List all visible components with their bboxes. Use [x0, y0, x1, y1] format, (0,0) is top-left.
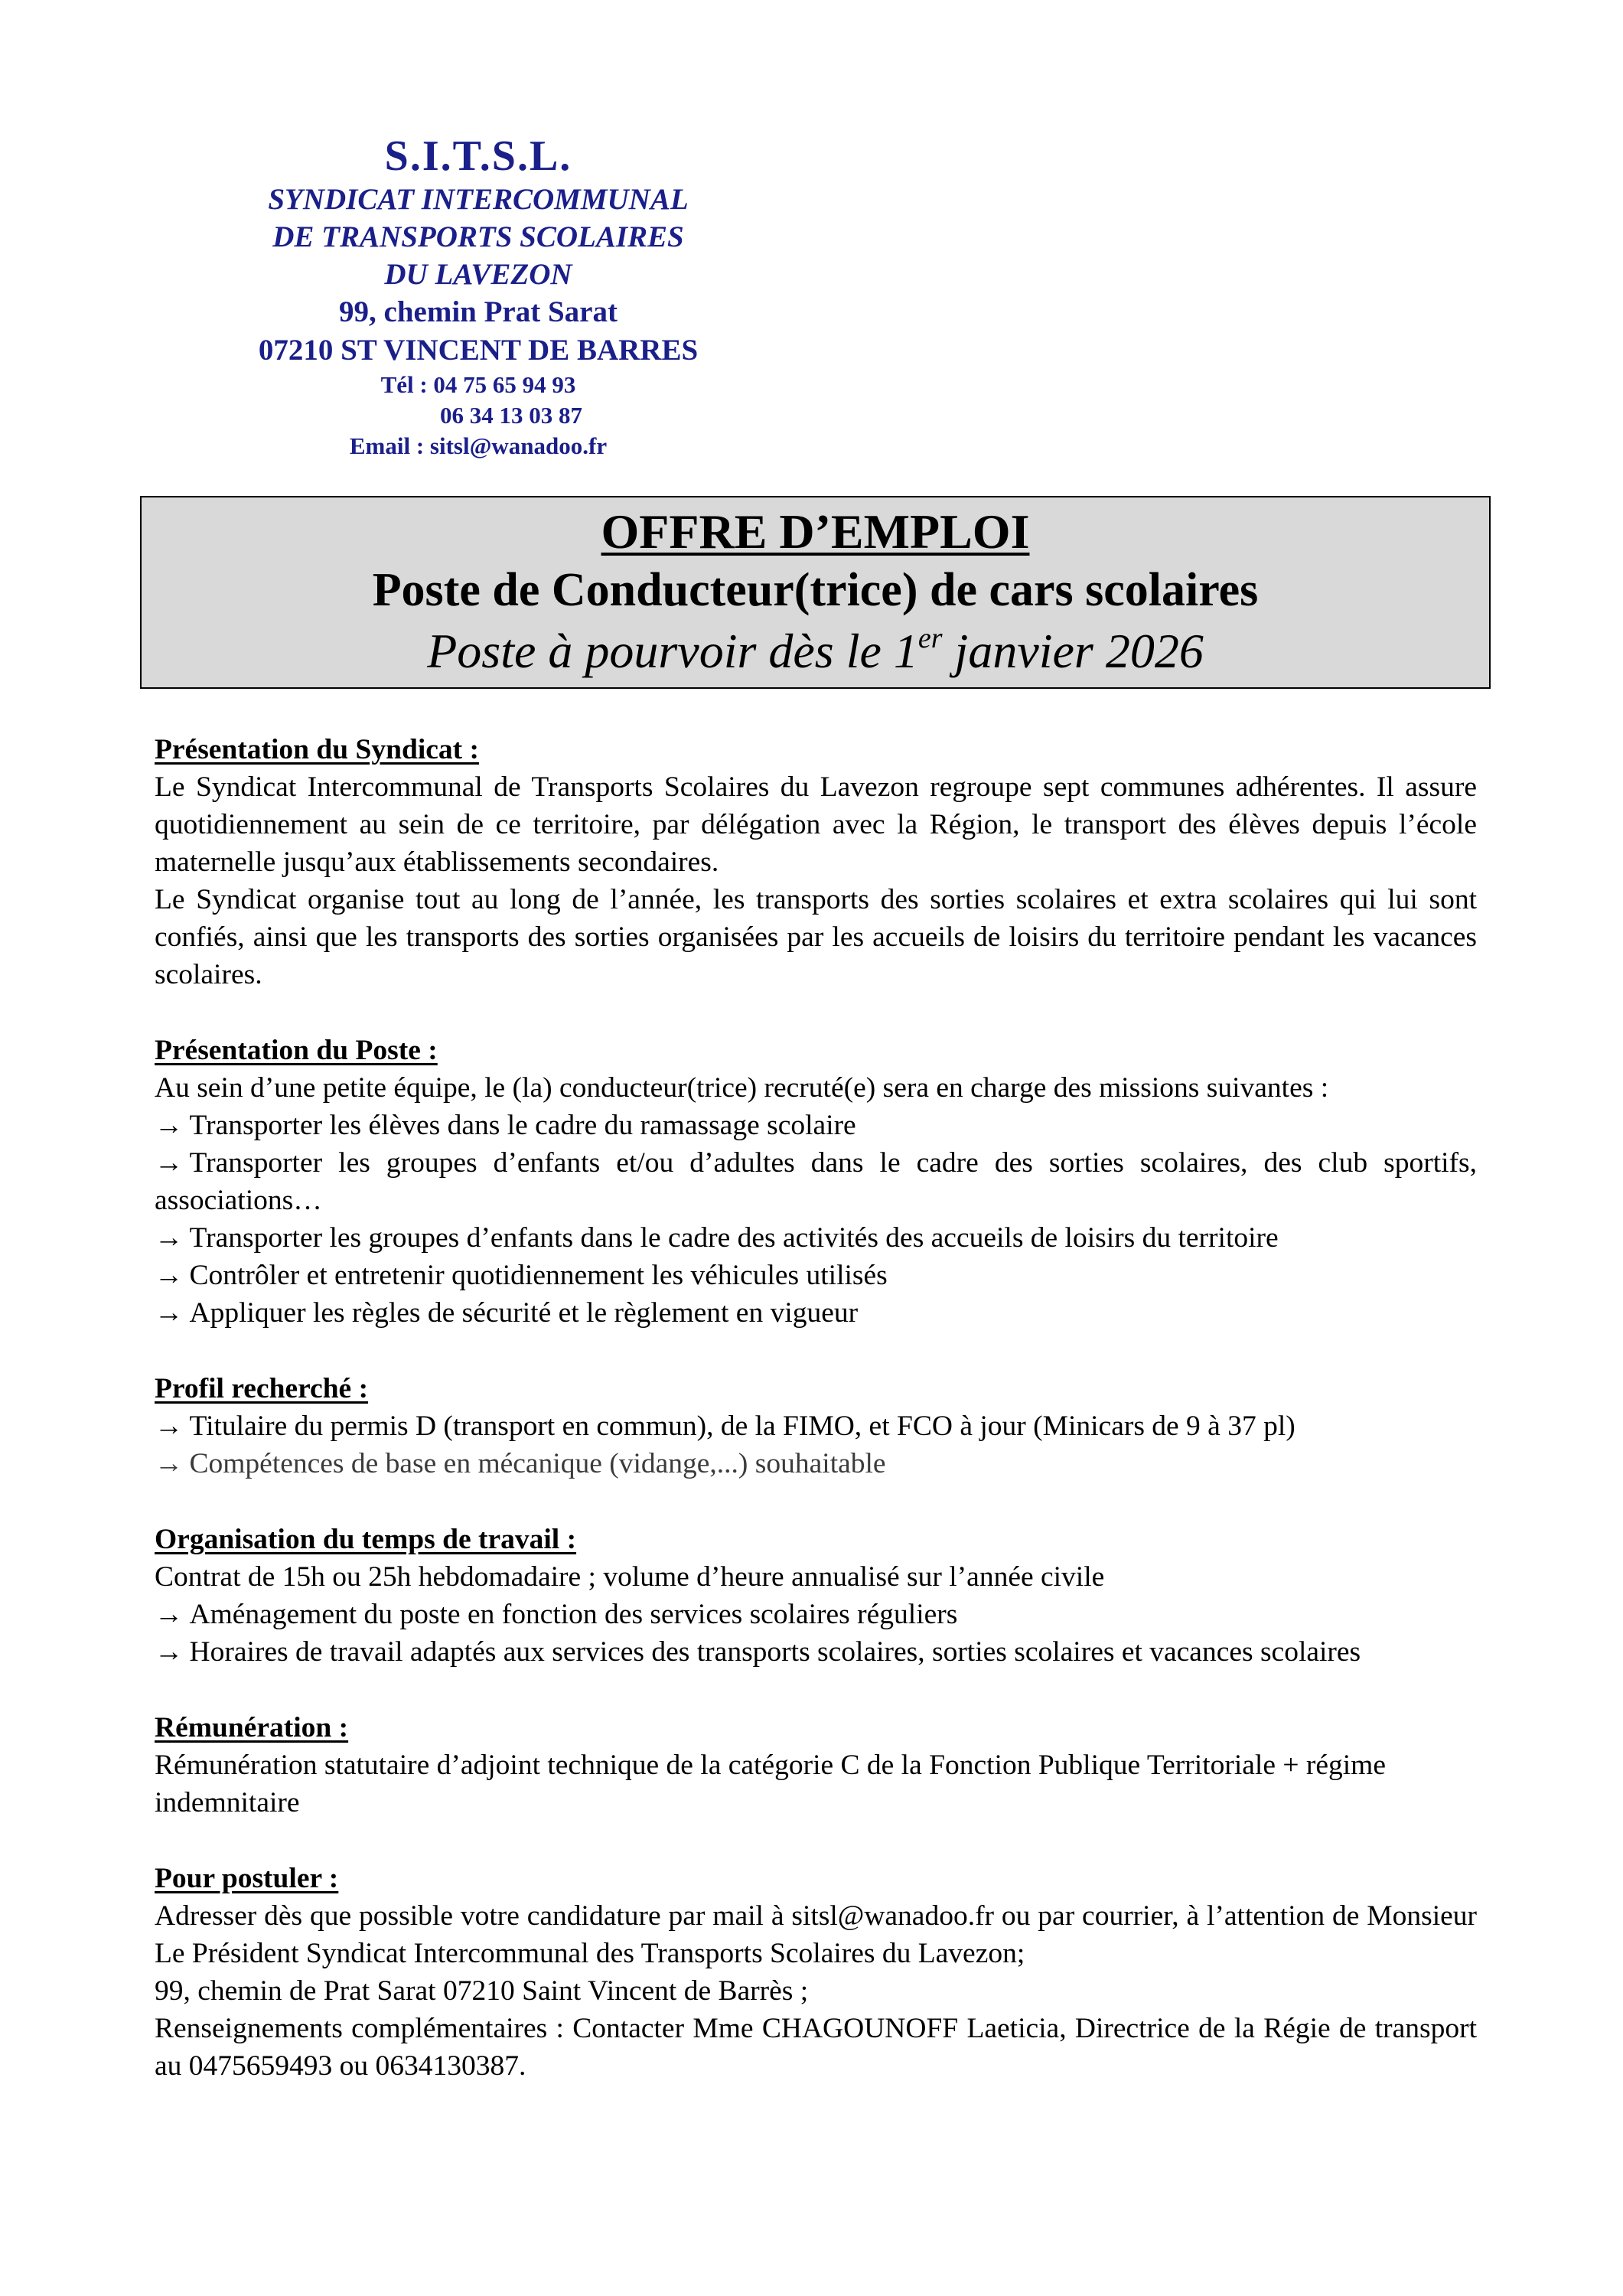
- list-item-text: Compétences de base en mécanique (vidange,...) souhaitable: [189, 1448, 886, 1479]
- list-item: [155, 1596, 1477, 1633]
- section-postuler: [155, 1860, 1477, 2085]
- offer-heading: OFFRE D’EMPLOI: [601, 504, 1030, 559]
- phone-line-2: 06 34 13 03 87: [440, 402, 582, 429]
- section-remuneration: [155, 1709, 1477, 1821]
- letterhead: [214, 132, 742, 461]
- section-title: Profil recherché :: [155, 1373, 369, 1404]
- list-item-text: Aménagement du poste en fonction des services scolaires réguliers: [189, 1599, 958, 1630]
- paragraph: Rémunération statutaire d’adjoint technique de la catégorie C de la Fonction Publique Territoriale + régime indemnitaire: [155, 1750, 1386, 1818]
- address-line-2: 07210 ST VINCENT DE BARRES: [258, 334, 699, 367]
- document-body: [155, 731, 1477, 2123]
- list-item: [155, 1144, 1477, 1219]
- list-item: [155, 1257, 1477, 1294]
- arrow-icon: →: [155, 1636, 184, 1668]
- paragraph: Le Syndicat organise tout au long de l’année, les transports des sorties scolaires et extra scolaires qui lui sont confiés, ainsi que les transports des sorties organisées par les accueils de loisirs du territoire pendant les vacances scolaires.: [155, 884, 1477, 990]
- arrow-icon: →: [155, 1448, 184, 1479]
- list-item: [155, 1294, 1477, 1332]
- list-item-text: Titulaire du permis D (transport en commun), de la FIMO, et FCO à jour (Minicars de 9 à 37 pl): [189, 1411, 1295, 1442]
- paragraph: Au sein d’une petite équipe, le (la) conducteur(trice) recruté(e) sera en charge des missions suivantes :: [155, 1072, 1329, 1104]
- paragraph: Renseignements complémentaires : Contacter Mme CHAGOUNOFF Laeticia, Directrice de la Régie de transport au 0475659493 ou 0634130387.: [155, 2013, 1477, 2082]
- section-syndicat: [155, 731, 1477, 993]
- section-profil: [155, 1370, 1477, 1482]
- list-item-text: Transporter les groupes d’enfants dans le cadre des activités des accueils de loisirs du territoire: [189, 1222, 1279, 1254]
- organization-name-line-1: SYNDICAT INTERCOMMUNAL: [268, 183, 689, 216]
- start-date-suffix: janvier 2026: [942, 624, 1204, 678]
- paragraph: Le Syndicat Intercommunal de Transports Scolaires du Lavezon regroupe sept communes adhérentes. Il assure quotidiennement au sein de ce territoire, par délégation avec la Région, le transport des élèves depuis l’école maternelle jusqu’aux établissements secondaires.: [155, 771, 1477, 878]
- section-title: Présentation du Syndicat :: [155, 734, 479, 765]
- arrow-icon: →: [155, 1599, 184, 1630]
- section-title: Rémunération :: [155, 1712, 349, 1743]
- section-title: Organisation du temps de travail :: [155, 1524, 577, 1555]
- paragraph: Adresser dès que possible votre candidature par mail à sitsl@wanadoo.fr ou par courrier, à l’attention de Monsieur Le Président Syndicat Intercommunal des Transports Scolaires du Lavezon;: [155, 1900, 1477, 1969]
- phone-line-1: Tél : 04 75 65 94 93: [380, 371, 576, 398]
- title-box: [140, 496, 1491, 689]
- arrow-icon: →: [155, 1147, 184, 1179]
- job-title: Poste de Conducteur(trice) de cars scolaires: [372, 564, 1259, 616]
- start-date-superscript: er: [917, 622, 943, 654]
- arrow-icon: →: [155, 1297, 184, 1329]
- organization-acronym: S.I.T.S.L.: [384, 132, 572, 180]
- list-item-text: Contrôler et entretenir quotidiennement les véhicules utilisés: [189, 1260, 888, 1291]
- arrow-icon: →: [155, 1222, 184, 1254]
- section-organisation: [155, 1521, 1477, 1671]
- section-title: Présentation du Poste :: [155, 1035, 438, 1066]
- start-date-prefix: Poste à pourvoir dès le 1: [427, 624, 918, 678]
- organization-name-line-3: DU LAVEZON: [384, 258, 572, 291]
- list-item-text: Horaires de travail adaptés aux services des transports scolaires, sorties scolaires et vacances scolaires: [189, 1636, 1361, 1668]
- list-item-text: Transporter les groupes d’enfants et/ou d’adultes dans le cadre des sorties scolaires, des club sportifs, associations…: [155, 1147, 1477, 1216]
- list-item: [155, 1633, 1477, 1671]
- list-item-text: Appliquer les règles de sécurité et le règlement en vigueur: [189, 1297, 859, 1329]
- section-title: Pour postuler :: [155, 1863, 339, 1894]
- email-line: Email : sitsl@wanadoo.fr: [349, 432, 608, 459]
- list-item: [155, 1107, 1477, 1144]
- paragraph: Contrat de 15h ou 25h hebdomadaire ; volume d’heure annualisé sur l’année civile: [155, 1561, 1105, 1593]
- list-item: [155, 1407, 1477, 1445]
- list-item: [155, 1219, 1477, 1257]
- list-item-text: Transporter les élèves dans le cadre du ramassage scolaire: [189, 1110, 856, 1141]
- contact-block: [214, 370, 742, 461]
- start-date: [142, 621, 1489, 681]
- list-item: [155, 1445, 1477, 1482]
- paragraph: 99, chemin de Prat Sarat 07210 Saint Vincent de Barrès ;: [155, 1975, 809, 2007]
- organization-name-line-2: DE TRANSPORTS SCOLAIRES: [272, 220, 684, 253]
- section-poste: [155, 1032, 1477, 1332]
- address-line-1: 99, chemin Prat Sarat: [339, 295, 618, 328]
- arrow-icon: →: [155, 1260, 184, 1291]
- arrow-icon: →: [155, 1110, 184, 1141]
- arrow-icon: →: [155, 1411, 184, 1442]
